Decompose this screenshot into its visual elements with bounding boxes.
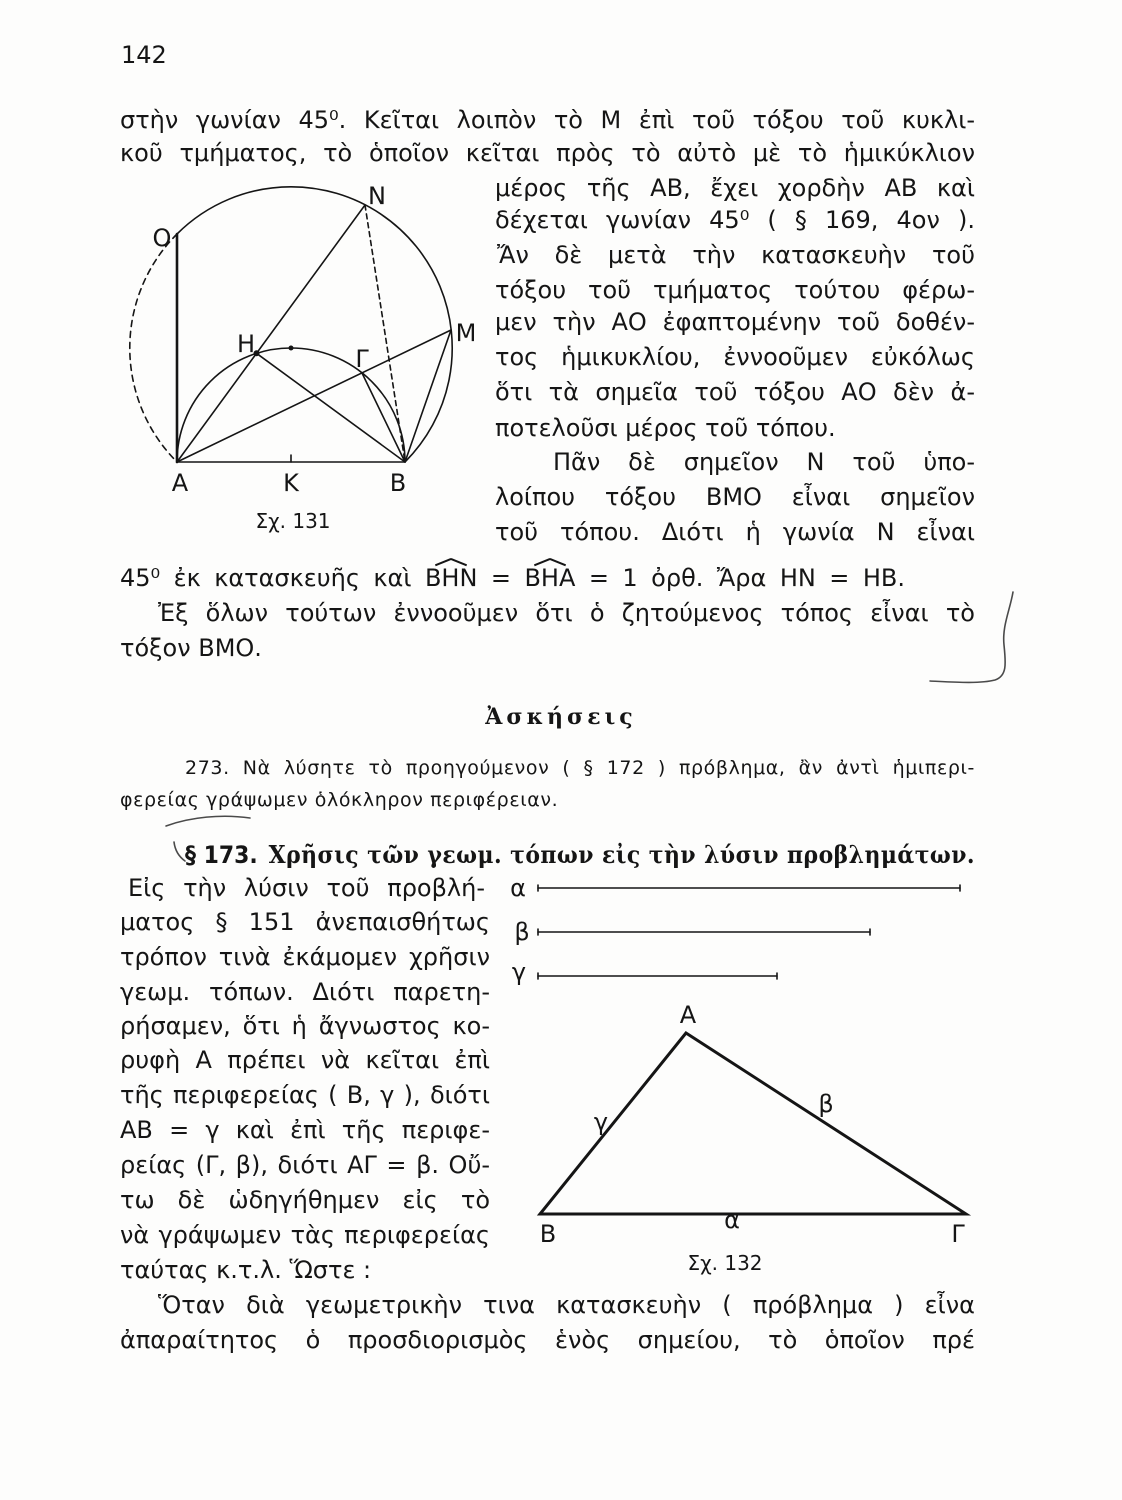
text-line xyxy=(495,203,975,237)
segment-hb xyxy=(257,353,406,462)
text-line-content: στὴν γωνίαν 45⁰. Κεῖται λοιπὸν τὸ Μ ἐπὶ τοῦ τόξου τοῦ κυκλι- xyxy=(120,106,975,134)
text-line xyxy=(497,238,975,272)
label-n: Ν xyxy=(368,182,386,210)
vertex-b-label: Β xyxy=(539,1220,557,1248)
label-k: Κ xyxy=(283,469,299,497)
text-line xyxy=(158,596,975,630)
figure-caption: Σχ. 131 xyxy=(255,509,331,533)
text-line xyxy=(120,1009,490,1043)
text-line xyxy=(120,1323,975,1357)
text-line xyxy=(120,940,490,974)
side-c-label: γ xyxy=(593,1108,609,1136)
text-line-content: μεν τὴν ΑΟ ἐφαπτομένην τοῦ δοθέν- xyxy=(495,308,975,336)
text-line-content: Ὅταν διὰ γεωμετρικὴν τινα κατασκευὴν ( πρόβλημα ) εἶνα xyxy=(158,1291,975,1319)
text-line xyxy=(120,1043,490,1077)
label-m: Μ xyxy=(455,319,477,347)
equation-text: = xyxy=(477,564,525,592)
text-line xyxy=(128,871,485,905)
figure-131 xyxy=(120,170,490,540)
text-line-content: ταύτας κ.τ.λ. Ὥστε : xyxy=(120,1256,372,1284)
text-line xyxy=(495,375,975,409)
text-line-content: Πᾶν δὲ σημεῖον Ν τοῦ ὑπο- xyxy=(553,448,975,476)
text-line-content: τόξου τοῦ τμήματος τούτου φέρω- xyxy=(495,276,975,304)
exercise-273-text: φερείας γράψωμεν ὁλόκληρον περιφέρειαν. xyxy=(120,789,559,811)
section-title: Χρῆσις τῶν γεωμ. τόπων εἰς τὴν λύσιν προβλημάτων. xyxy=(268,840,976,869)
text-line-content: ὅτι τὰ σημεῖα τοῦ τόξου ΑΟ δὲν ἀ- xyxy=(495,378,975,406)
text-line-content: ποτελοῦσι μέρος τοῦ τόπου. xyxy=(495,414,836,442)
text-line xyxy=(495,171,975,205)
segment-gamma-label: γ xyxy=(511,958,527,986)
text-line xyxy=(120,631,262,665)
text-line xyxy=(495,340,975,374)
label-o: Ο xyxy=(152,224,172,252)
exercise-273-text: 273. Νὰ λύσητε τὸ προηγούμενον ( § 172 ) πρόβλημα, ἂν ἀντὶ ἡμιπερι- xyxy=(185,757,975,779)
equation-text: 45⁰ ἐκ κατασκευῆς καὶ xyxy=(120,564,425,592)
point-semicircle-top xyxy=(289,346,294,351)
text-line-content: λοίπου τόξου ΒΜΟ εἶναι σημεῖον xyxy=(495,483,975,511)
arc-oa-dashed xyxy=(130,234,177,462)
segment-gb xyxy=(362,373,405,462)
bracket-stroke xyxy=(930,592,1013,682)
text-line xyxy=(120,136,975,170)
segment-an xyxy=(177,205,365,462)
segment-beta-label: β xyxy=(514,918,530,946)
text-line xyxy=(158,1288,975,1322)
angle-bha: ΒΗΑ xyxy=(524,564,576,592)
figure-caption: Σχ. 132 xyxy=(687,1251,763,1275)
text-line-content: τῆς περιφερείας ( Β, γ ), διότι xyxy=(120,1081,490,1109)
text-line-content: κοῦ τμήματος, τὸ ὁποῖον κεῖται πρὸς τὸ αὐτὸ μὲ τὸ ἡμικύκλιον xyxy=(120,139,975,167)
text-line xyxy=(495,515,975,549)
section-heading xyxy=(185,838,975,872)
figure-132 xyxy=(500,870,990,1280)
text-line-content: Ἐξ ὅλων τούτων ἐννοοῦμεν ὅτι ὁ ζητούμενος τόπος εἶναι τὸ xyxy=(158,599,975,627)
angle-bhn: ΒΗΝ xyxy=(424,564,478,592)
text-line-content: τω δὲ ὡδηγήθημεν εἰς τὸ xyxy=(120,1186,490,1214)
text-line-content: ρείας (Γ, β), διότι ΑΓ = β. Οὔ- xyxy=(120,1151,490,1179)
text-line xyxy=(120,1113,490,1147)
text-line xyxy=(120,1148,490,1182)
text-line xyxy=(120,975,490,1009)
equation-text: = 1 ὀρθ. Ἄρα ΗΝ = ΗΒ. xyxy=(575,564,905,592)
text-line-content: Εἰς τὴν λύσιν τοῦ προβλή- xyxy=(128,874,485,902)
text-line xyxy=(495,480,975,514)
side-b-label: β xyxy=(818,1090,834,1118)
label-a: Α xyxy=(171,469,189,497)
vertex-a-label: Α xyxy=(679,1001,697,1029)
label-g: Γ xyxy=(355,345,369,373)
text-line-content: Ἄν δὲ μετὰ τὴν κατασκευὴν τοῦ xyxy=(497,241,975,269)
label-b: Β xyxy=(389,469,407,497)
text-line-content: ματος § 151 ἀνεπαισθήτως xyxy=(120,908,490,936)
text-line-content: τοῦ τόπου. Διότι ἡ γωνία Ν εἶναι xyxy=(495,518,975,546)
pencil-stroke xyxy=(166,816,250,826)
pencil-stroke xyxy=(174,842,185,861)
text-line xyxy=(495,411,836,445)
text-line-content: τρόπον τινὰ ἐκάμομεν χρῆσιν xyxy=(120,943,490,971)
segment-mb xyxy=(405,330,451,462)
text-line xyxy=(120,1078,490,1112)
text-line-content: τόξον ΒΜΟ. xyxy=(120,634,262,662)
text-line-content: ΑΒ = γ καὶ ἐπὶ τῆς περιφε- xyxy=(120,1116,490,1144)
angle-equation-line xyxy=(120,561,905,595)
text-line xyxy=(120,1253,490,1287)
text-line xyxy=(120,1218,490,1252)
segment-nb-dashed xyxy=(365,205,405,462)
hand-drawn-bracket xyxy=(920,585,1020,690)
section-number: § 173. xyxy=(185,841,258,869)
text-line xyxy=(120,1183,490,1217)
section-heading-content xyxy=(185,838,975,872)
label-h: Η xyxy=(236,330,256,358)
text-line xyxy=(553,445,975,479)
text-line-content: ρήσαμεν, ὅτι ἡ ἄγνωστος κο- xyxy=(120,1012,490,1040)
text-line-content: γεωμ. τόπων. Διότι παρετη- xyxy=(120,978,490,1006)
segment-alpha-label: α xyxy=(510,874,526,902)
exercises-heading: Ἀσκήσεις xyxy=(485,704,637,730)
text-line-content: ἀπαραίτητος ὁ προσδιορισμὸς ἑνὸς σημείου, τὸ ὁποῖον πρέ xyxy=(120,1326,975,1354)
text-line-content: νὰ γράψωμεν τὰς περιφερείας xyxy=(120,1221,490,1249)
side-a-label: α xyxy=(724,1206,740,1234)
text-line xyxy=(495,305,975,339)
angle-equation xyxy=(120,564,905,592)
text-line xyxy=(120,103,975,137)
exercise-line xyxy=(185,753,975,783)
vertex-g-label: Γ xyxy=(951,1220,965,1248)
text-line xyxy=(495,273,975,307)
text-line-content: ρυφὴ Α πρέπει νὰ κεῖται ἐπὶ xyxy=(120,1046,490,1074)
text-line-content: δέχεται γωνίαν 45⁰ ( § 169, 4ον ). xyxy=(495,206,975,234)
arc-omb xyxy=(177,187,452,462)
text-line-content: μέρος τῆς ΑΒ, ἔχει χορδὴν ΑΒ καὶ xyxy=(495,174,975,202)
text-line-content: τος ἡμικυκλίου, ἐννοοῦμεν εὐκόλως xyxy=(495,343,975,371)
text-line xyxy=(120,905,490,939)
page-number: 142 xyxy=(121,41,167,69)
